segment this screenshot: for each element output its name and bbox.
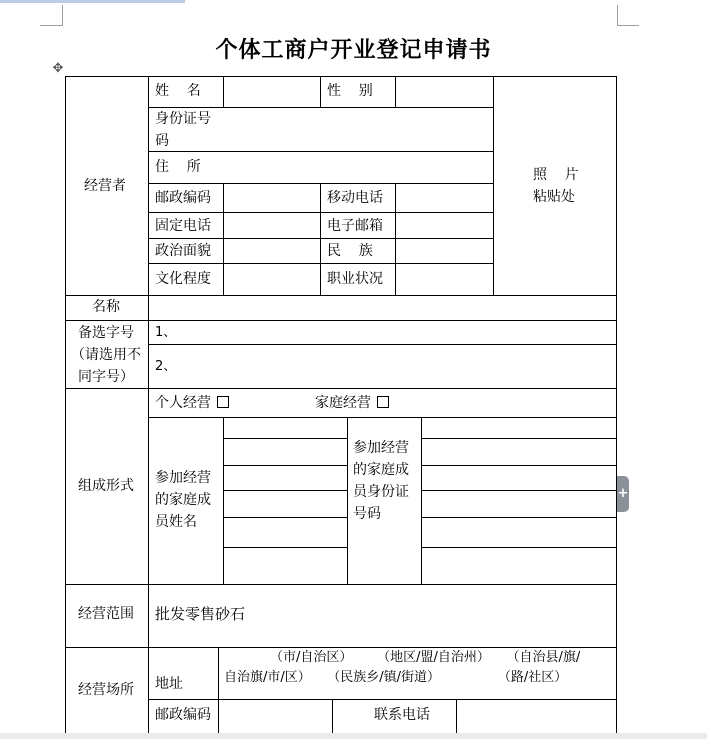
business-scope-label: 经营范围 [78, 606, 134, 622]
mobile-phone-field-label: 移动电话 [327, 190, 383, 206]
crop-mark-top-right-h [617, 25, 639, 26]
composition-label: 组成形式 [78, 478, 134, 494]
add-column-button[interactable] [617, 476, 629, 512]
name-field-label: 姓 名 [155, 83, 201, 99]
gender-field-label: 性 别 [327, 83, 373, 99]
premises-address-line1: （市/自治区） （地区/盟/自治州） （自治县/旗/ [270, 650, 581, 665]
email-field-label: 电子邮箱 [327, 218, 383, 234]
premises-address-line2: 自治旗/市/区） （民族乡/镇/街道） （路/社区） [224, 670, 568, 685]
individual-option[interactable] [155, 392, 229, 414]
alternate-names-label: 备选字号（请选用不同字号） [71, 325, 141, 385]
photo-area-sublabel: 粘贴处 [533, 189, 575, 205]
operator-section-label: 经营者 [84, 178, 126, 194]
family-members-name-label: 参加经营的家庭成员姓名 [155, 470, 211, 530]
premises-address-label: 地址 [155, 676, 183, 692]
individual-checkbox[interactable] [217, 396, 229, 408]
alternate-name-2: 2、 [155, 359, 177, 374]
family-option[interactable] [315, 392, 389, 414]
status-bar [0, 733, 707, 739]
political-status-field-label: 政治面貌 [155, 243, 211, 259]
ethnicity-field-label: 民 族 [327, 243, 373, 259]
education-field-label: 文化程度 [155, 271, 211, 287]
family-members-id-label: 参加经营的家庭成员身份证号码 [353, 440, 409, 522]
table-move-handle-icon[interactable]: ✥ [52, 61, 64, 76]
window-top-accent [0, 0, 185, 3]
id-number-field-label: 身份证号码 [155, 111, 211, 149]
premises-label: 经营场所 [78, 682, 134, 698]
premises-postal-code-label: 邮政编码 [155, 707, 211, 723]
crop-mark-top-right-v [617, 5, 618, 26]
business-name-label: 名称 [92, 299, 120, 315]
premises-contact-phone-label: 联系电话 [374, 707, 430, 723]
family-option-label: 家庭经营 [315, 395, 371, 411]
crop-mark-top-left-v [62, 5, 63, 26]
photo-area-label: 照 片 [533, 167, 579, 183]
postal-code-field-label: 邮政编码 [155, 190, 211, 206]
address-field-label: 住 所 [155, 159, 201, 175]
plus-icon: + [617, 486, 629, 501]
business-scope-value: 批发零售砂石 [155, 605, 246, 623]
alternate-name-1: 1、 [155, 325, 177, 340]
family-checkbox[interactable] [377, 396, 389, 408]
crop-mark-top-left-h [40, 25, 62, 26]
landline-field-label: 固定电话 [155, 218, 211, 234]
individual-option-label: 个人经营 [155, 395, 211, 411]
occupation-field-label: 职业状况 [327, 271, 383, 287]
document-title: 个体工商户开业登记申请书 [215, 38, 492, 63]
